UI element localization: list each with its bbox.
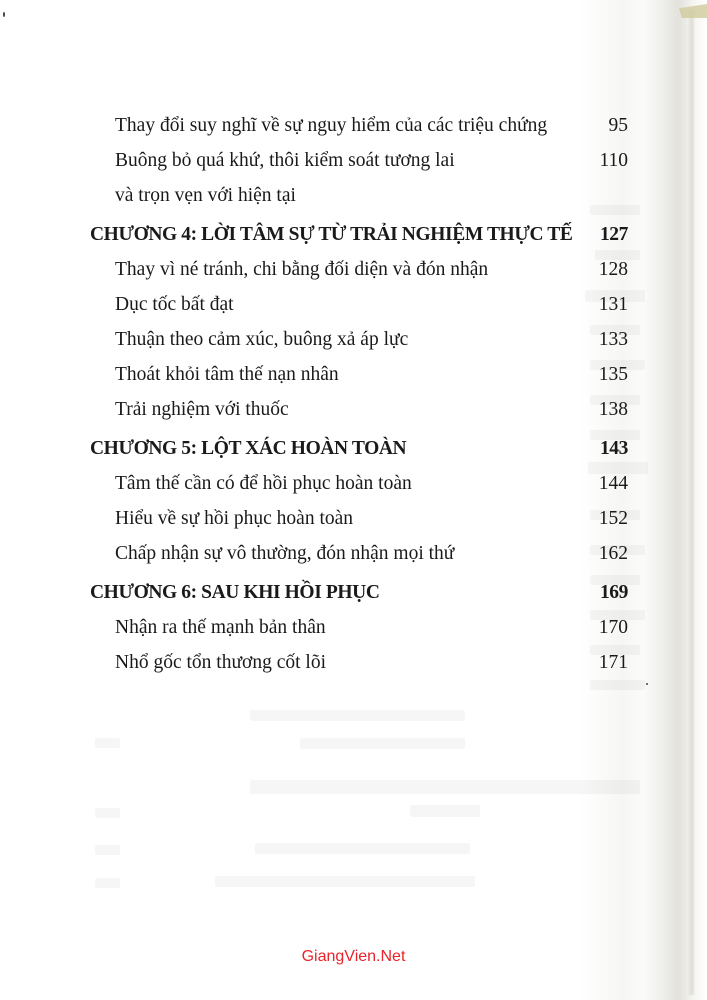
toc-entry[interactable] <box>90 252 630 287</box>
page-edge-shadow <box>687 10 695 995</box>
toc-entry-title-line: Buông bỏ quá khứ, thôi kiểm soát tương lai <box>115 150 455 171</box>
page-corner <box>679 4 707 18</box>
toc-entry-page: 162 <box>598 543 628 564</box>
toc-entry-page: 170 <box>598 617 628 638</box>
toc-entry[interactable] <box>90 610 630 645</box>
toc-entry-title <box>115 143 578 213</box>
toc-entry-title: Dục tốc bất đạt <box>115 294 234 315</box>
toc-entry[interactable] <box>90 466 630 501</box>
toc-entry-page: 138 <box>598 399 628 420</box>
toc-entry-title: Thoát khỏi tâm thế nạn nhân <box>115 364 339 385</box>
toc-entry[interactable] <box>90 645 630 680</box>
toc-entry-title: Hiểu về sự hồi phục hoàn toàn <box>115 508 354 529</box>
toc-chapter-heading[interactable] <box>90 575 630 610</box>
toc-entry-page: 110 <box>599 150 628 171</box>
chapter-title: CHƯƠNG 6: SAU KHI HỒI PHỤC <box>90 582 380 603</box>
toc-entry-page: 152 <box>598 508 628 529</box>
toc-entry[interactable] <box>90 143 630 213</box>
toc-chapter-heading[interactable] <box>90 431 630 466</box>
toc-entry-title: Thuận theo cảm xúc, buông xả áp lực <box>115 329 409 350</box>
toc-entry-page: 144 <box>598 473 628 494</box>
toc-entry-title: Tâm thế cần có để hồi phục hoàn toàn <box>115 473 412 494</box>
toc-entry-page: 171 <box>598 652 628 673</box>
paper-speck <box>646 683 648 685</box>
toc-entry-page: 133 <box>598 329 628 350</box>
toc-entry[interactable] <box>90 536 630 571</box>
toc-entry-page: 135 <box>598 364 628 385</box>
toc-entry-title-line: và trọn vẹn với hiện tại <box>115 185 296 206</box>
toc-entry-page: 128 <box>598 259 628 280</box>
toc-entry-title: Nhận ra thế mạnh bản thân <box>115 617 326 638</box>
toc-entry-title: Nhổ gốc tổn thương cốt lõi <box>115 652 326 673</box>
chapter-title: CHƯƠNG 5: LỘT XÁC HOÀN TOÀN <box>90 438 407 459</box>
toc-entry-title: Thay đổi suy nghĩ về sự nguy hiểm của các triệu chứng <box>115 115 548 136</box>
table-of-contents <box>90 108 630 680</box>
chapter-page: 143 <box>599 438 628 459</box>
watermark-text: GiangVien.Net <box>301 948 406 965</box>
paper-speck <box>3 12 5 17</box>
toc-chapter-heading[interactable] <box>90 217 630 252</box>
toc-entry-page: 131 <box>598 294 628 315</box>
chapter-page: 127 <box>599 224 628 245</box>
toc-entry[interactable] <box>90 108 630 143</box>
toc-entry-title: Thay vì né tránh, chi bằng đối diện và đón nhận <box>115 259 489 280</box>
toc-entry[interactable] <box>90 287 630 322</box>
chapter-page: 169 <box>599 582 628 603</box>
chapter-title: CHƯƠNG 4: LỜI TÂM SỰ TỪ TRẢI NGHIỆM THỰC TẾ <box>90 224 573 245</box>
toc-entry-title: Chấp nhận sự vô thường, đón nhận mọi thứ <box>115 543 455 564</box>
toc-entry[interactable] <box>90 357 630 392</box>
toc-entry[interactable] <box>90 501 630 536</box>
toc-entry-title: Trải nghiệm với thuốc <box>115 399 289 420</box>
toc-entry[interactable] <box>90 392 630 427</box>
toc-entry-page: 95 <box>608 115 628 136</box>
toc-entry[interactable] <box>90 322 630 357</box>
